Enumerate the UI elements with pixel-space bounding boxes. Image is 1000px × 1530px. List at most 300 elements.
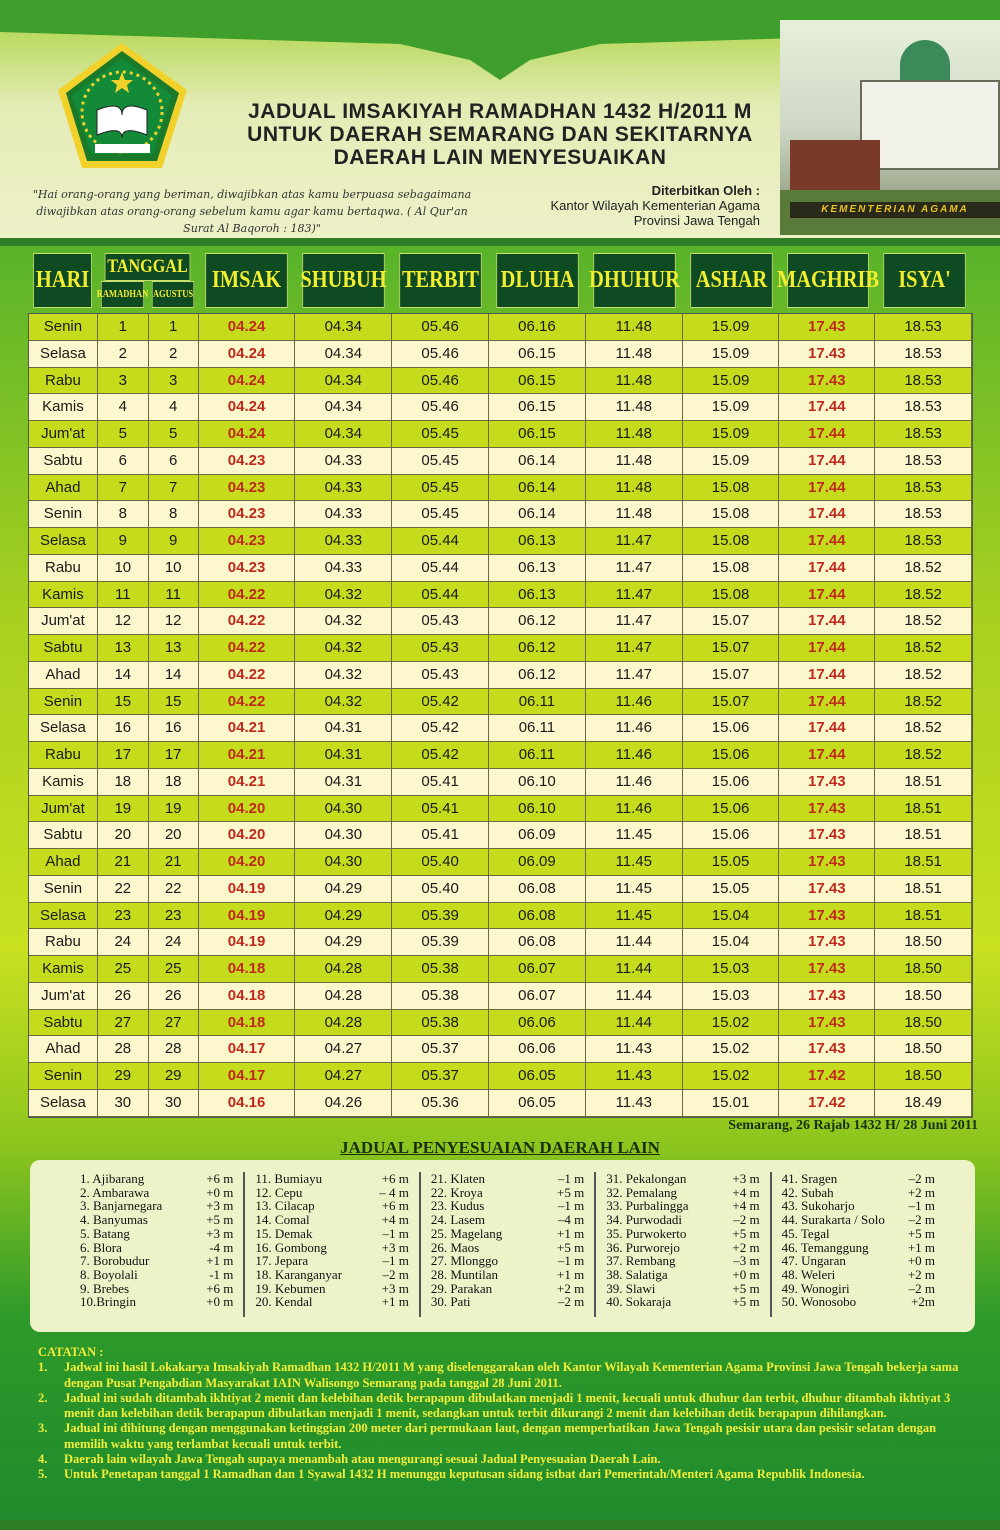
adjustment-offset: –2 m [908, 1212, 936, 1228]
cell-imsak: 04.22 [199, 662, 296, 689]
cell-imsak: 04.20 [199, 822, 296, 849]
adjustment-offset: +2 m [732, 1239, 760, 1255]
cell-shubuh: 04.32 [295, 582, 392, 609]
cell-dluha: 06.07 [489, 983, 586, 1010]
cell-hari: Ahad [29, 475, 98, 502]
cell-agustus: 28 [149, 1036, 199, 1063]
adjustment-title: JADUAL PENYESUAIAN DAERAH LAIN [340, 1138, 660, 1157]
cell-agustus: 15 [149, 689, 199, 716]
adjustment-region: 39. Slawi [606, 1280, 656, 1296]
adjustment-region: 36. Purworejo [606, 1239, 680, 1255]
title-line-2: UNTUK DAERAH SEMARANG DAN SEKITARNYA [247, 123, 753, 146]
adjustment-offset: +3 m [381, 1239, 409, 1255]
adjustment-table [30, 1160, 975, 1332]
adjustment-offset: –4 m [557, 1212, 585, 1228]
cell-dhuhur: 11.47 [586, 528, 683, 555]
cell-agustus: 2 [149, 341, 199, 368]
note-number: 3. [38, 1421, 48, 1436]
cell-imsak: 04.22 [199, 582, 296, 609]
adjustment-offset: -4 m [209, 1239, 234, 1255]
cell-ramadhan: 25 [98, 956, 149, 983]
adjustment-offset: –2 m [908, 1171, 936, 1186]
cell-hari: Selasa [29, 903, 98, 930]
adjustment-offset: –1 m [557, 1171, 585, 1186]
table-body [28, 313, 973, 1118]
cell-maghrib: 17.43 [779, 983, 875, 1010]
cell-hari: Ahad [29, 1036, 98, 1063]
cell-ashar: 15.04 [683, 929, 780, 956]
table-row [29, 635, 972, 662]
cell-dluha: 06.14 [489, 475, 586, 502]
cell-imsak: 04.22 [199, 608, 296, 635]
adjustment-offset: +0 m [206, 1184, 234, 1200]
table-row [29, 1063, 972, 1090]
adjustment-offset: –1 m [557, 1253, 585, 1269]
cell-hari: Ahad [29, 849, 98, 876]
cell-imsak: 04.24 [199, 394, 296, 421]
cell-imsak: 04.22 [199, 689, 296, 716]
adjustment-item [782, 1172, 935, 1186]
adjustment-item [255, 1241, 408, 1255]
cell-agustus: 12 [149, 608, 199, 635]
cell-maghrib: 17.43 [779, 849, 875, 876]
cell-ramadhan: 12 [98, 608, 149, 635]
table-row [29, 983, 972, 1010]
cell-hari: Senin [29, 501, 98, 528]
cell-agustus: 19 [149, 796, 199, 823]
adjustment-region: 35. Purwokerto [606, 1225, 687, 1241]
adjustment-item [782, 1186, 935, 1200]
cell-agustus: 1 [149, 314, 199, 341]
cell-agustus: 3 [149, 368, 199, 395]
cell-ashar: 15.02 [683, 1063, 780, 1090]
cell-shubuh: 04.28 [295, 956, 392, 983]
table-row [29, 314, 972, 341]
adjustment-offset: –2 m [382, 1266, 409, 1282]
cell-isya: 18.53 [875, 475, 972, 502]
cell-imsak: 04.23 [199, 448, 296, 475]
cell-ashar: 15.07 [683, 662, 780, 689]
cell-isya: 18.50 [875, 956, 972, 983]
cell-imsak: 04.23 [199, 501, 296, 528]
cell-imsak: 04.22 [199, 635, 296, 662]
cell-dluha: 06.13 [489, 582, 586, 609]
adjustment-item [782, 1213, 935, 1227]
cell-maghrib: 17.44 [779, 715, 875, 742]
adjustment-offset: –1 m [557, 1198, 585, 1214]
cell-ashar: 15.09 [683, 394, 780, 421]
cell-dhuhur: 11.48 [586, 448, 683, 475]
cell-imsak: 04.19 [199, 929, 296, 956]
cell-isya: 18.53 [875, 501, 972, 528]
publisher-block [520, 183, 760, 228]
cell-terbit: 05.39 [392, 929, 489, 956]
adjustment-item [606, 1199, 759, 1213]
cell-agustus: 17 [149, 742, 199, 769]
cell-terbit: 05.45 [392, 475, 489, 502]
cell-imsak: 04.21 [199, 742, 296, 769]
adjustment-region: 23. Kudus [430, 1198, 485, 1214]
cell-isya: 18.53 [875, 394, 972, 421]
adjustment-region: 30. Pati [430, 1294, 471, 1310]
cell-maghrib: 17.44 [779, 475, 875, 502]
table-row [29, 421, 972, 448]
adjustment-region: 14. Comal [255, 1212, 310, 1228]
note-text: Untuk Penetapan tanggal 1 Ramadhan dan 1 Syawal 1432 H menunggu keputusan sidang istbat dari Pemerintah/Menteri Agama Republik Indonesia. [64, 1467, 865, 1482]
adjustment-item [80, 1268, 233, 1282]
cell-shubuh: 04.33 [295, 528, 392, 555]
cell-ashar: 15.06 [683, 769, 780, 796]
cell-imsak: 04.23 [199, 555, 296, 582]
cell-terbit: 05.43 [392, 608, 489, 635]
cell-maghrib: 17.43 [779, 956, 875, 983]
cell-dluha: 06.12 [489, 635, 586, 662]
adjustment-offset: –3 m [733, 1253, 760, 1269]
adjustment-region: 7. Borobudur [80, 1253, 150, 1269]
kementerian-agama-logo-icon [55, 40, 190, 175]
cell-ashar: 15.05 [683, 849, 780, 876]
cell-shubuh: 04.30 [295, 796, 392, 823]
adjustment-item [80, 1254, 233, 1268]
cell-dhuhur: 11.44 [586, 1010, 683, 1037]
cell-ramadhan: 19 [98, 796, 149, 823]
cell-dluha: 06.06 [489, 1036, 586, 1063]
cell-ashar: 15.02 [683, 1010, 780, 1037]
adjustment-region: 32. Pemalang [606, 1184, 677, 1200]
cell-dhuhur: 11.44 [586, 929, 683, 956]
cell-isya: 18.53 [875, 528, 972, 555]
adjustment-item [606, 1227, 759, 1241]
cell-agustus: 23 [149, 903, 199, 930]
cell-isya: 18.50 [875, 1036, 972, 1063]
title-line-1: JADUAL IMSAKIYAH RAMADHAN 1432 H/2011 M [248, 100, 752, 123]
cell-maghrib: 17.44 [779, 555, 875, 582]
cell-imsak: 04.20 [199, 796, 296, 823]
cell-dhuhur: 11.45 [586, 903, 683, 930]
adjustment-offset: –2 m [557, 1294, 585, 1310]
cell-isya: 18.51 [875, 903, 972, 930]
table-row [29, 368, 972, 395]
adjustment-offset: +4 m [732, 1198, 760, 1214]
adjustment-offset: +6 m [206, 1171, 234, 1186]
adjustment-region: 50. Wonosobo [781, 1294, 857, 1310]
adjustment-item [782, 1199, 935, 1213]
adjustment-item [80, 1213, 233, 1227]
imsakiyah-table [28, 253, 973, 1111]
adjustment-offset: +2m [911, 1294, 936, 1310]
note-item [38, 1421, 968, 1452]
adjustment-offset: -1 m [209, 1266, 234, 1282]
cell-hari: Kamis [29, 769, 98, 796]
adjustment-item [80, 1172, 233, 1186]
adjustment-region: 12. Cepu [255, 1184, 303, 1200]
table-row [29, 501, 972, 528]
adjustment-offset: +6 m [206, 1280, 234, 1296]
adjustment-item [431, 1268, 584, 1282]
cell-ramadhan: 27 [98, 1010, 149, 1037]
adjustment-offset: +1 m [206, 1253, 234, 1269]
cell-dhuhur: 11.45 [586, 849, 683, 876]
adjustment-region: 43. Sukoharjo [781, 1198, 855, 1214]
adjustment-region: 4. Banyumas [80, 1212, 148, 1228]
cell-dluha: 06.12 [489, 608, 586, 635]
cell-ramadhan: 22 [98, 876, 149, 903]
cell-dhuhur: 11.44 [586, 983, 683, 1010]
cell-isya: 18.53 [875, 368, 972, 395]
table-row [29, 796, 972, 823]
adjustment-item [255, 1172, 408, 1186]
cell-ramadhan: 18 [98, 769, 149, 796]
issue-date: Semarang, 26 Rajab 1432 H/ 28 Juni 2011 [728, 1118, 978, 1133]
note-number: 2. [38, 1390, 48, 1405]
adjustment-region: 2. Ambarawa [80, 1184, 150, 1200]
cell-dluha: 06.06 [489, 1010, 586, 1037]
adjustment-item [255, 1282, 408, 1296]
cell-imsak: 04.23 [199, 528, 296, 555]
adjustment-region: 11. Bumiayu [255, 1171, 323, 1186]
note-text: Daerah lain wilayah Jawa Tengah supaya menambah atau mengurangi sesuai Jadual Penyesuaian Daerah Lain. [64, 1452, 661, 1467]
cell-terbit: 05.44 [392, 582, 489, 609]
cell-imsak: 04.18 [199, 956, 296, 983]
cell-dluha: 06.11 [489, 689, 586, 716]
adjustment-offset: +1 m [381, 1294, 409, 1310]
cell-ashar: 15.08 [683, 501, 780, 528]
cell-hari: Selasa [29, 528, 98, 555]
adjustment-region: 6. Blora [80, 1239, 122, 1255]
cell-dhuhur: 11.48 [586, 501, 683, 528]
cell-shubuh: 04.33 [295, 448, 392, 475]
adjustment-region: 1. Ajibarang [80, 1171, 145, 1186]
adjustment-offset: – 4 m [379, 1184, 409, 1200]
cell-hari: Selasa [29, 1090, 98, 1117]
cell-maghrib: 17.43 [779, 1036, 875, 1063]
adjustment-offset: –1 m [382, 1225, 409, 1241]
cell-isya: 18.50 [875, 1063, 972, 1090]
cell-dhuhur: 11.43 [586, 1063, 683, 1090]
adjustment-item [255, 1254, 408, 1268]
adjustment-item [782, 1268, 935, 1282]
cell-isya: 18.53 [875, 341, 972, 368]
adjustment-column [70, 1172, 245, 1317]
adjustment-column [245, 1172, 420, 1317]
adjustment-region: 49. Wonogiri [781, 1280, 850, 1296]
cell-imsak: 04.16 [199, 1090, 296, 1117]
adjustment-item [782, 1282, 935, 1296]
cell-isya: 18.52 [875, 689, 972, 716]
cell-maghrib: 17.43 [779, 769, 875, 796]
cell-dluha: 06.14 [489, 501, 586, 528]
table-row [29, 689, 972, 716]
cell-shubuh: 04.27 [295, 1036, 392, 1063]
adjustment-offset: +5 m [557, 1184, 585, 1200]
cell-isya: 18.50 [875, 929, 972, 956]
cell-isya: 18.53 [875, 448, 972, 475]
table-row [29, 608, 972, 635]
quran-quote: "Hai orang-orang yang beriman, diwajibkan atas kamu berpuasa sebagaimana diwajibkan atas orang-orang sebelum kamu agar kamu bertaqwa. ( Al Qur'an Surat Al Baqoroh : 183)" [32, 188, 472, 235]
cell-isya: 18.52 [875, 662, 972, 689]
cell-terbit: 05.36 [392, 1090, 489, 1117]
cell-terbit: 05.45 [392, 421, 489, 448]
adjustment-item [606, 1213, 759, 1227]
adjustment-item [80, 1295, 233, 1309]
adjustment-offset: +3 m [206, 1198, 234, 1214]
cell-ramadhan: 8 [98, 501, 149, 528]
notes-section [38, 1345, 968, 1483]
cell-shubuh: 04.28 [295, 1010, 392, 1037]
table-row [29, 715, 972, 742]
cell-isya: 18.51 [875, 769, 972, 796]
publisher-province: Provinsi Jawa Tengah [633, 213, 760, 228]
cell-imsak: 04.24 [199, 314, 296, 341]
cell-maghrib: 17.44 [779, 689, 875, 716]
cell-dluha: 06.05 [489, 1090, 586, 1117]
cell-maghrib: 17.44 [779, 582, 875, 609]
adjustment-item [782, 1241, 935, 1255]
cell-terbit: 05.42 [392, 715, 489, 742]
cell-agustus: 27 [149, 1010, 199, 1037]
cell-agustus: 18 [149, 769, 199, 796]
publisher-office: Kantor Wilayah Kementerian Agama [550, 198, 760, 213]
cell-hari: Senin [29, 876, 98, 903]
adjustment-region: 44. Surakarta / Solo [781, 1212, 885, 1228]
adjustment-offset: +5 m [907, 1225, 936, 1241]
cell-ashar: 15.03 [683, 983, 780, 1010]
adjustment-item [606, 1282, 759, 1296]
adjustment-region: 40. Sokaraja [606, 1294, 672, 1310]
table-row [29, 876, 972, 903]
cell-ramadhan: 20 [98, 822, 149, 849]
cell-maghrib: 17.43 [779, 368, 875, 395]
footer-band [0, 1520, 1000, 1530]
publisher-label: Diterbitkan Oleh : [651, 183, 760, 198]
cell-isya: 18.52 [875, 555, 972, 582]
adjustment-region: 10.Bringin [80, 1294, 136, 1310]
table-row [29, 582, 972, 609]
cell-terbit: 05.44 [392, 555, 489, 582]
adjustment-offset: +3 m [206, 1225, 234, 1241]
cell-imsak: 04.24 [199, 421, 296, 448]
cell-hari: Kamis [29, 582, 98, 609]
adjustment-column [596, 1172, 771, 1317]
cell-dhuhur: 11.48 [586, 394, 683, 421]
adjustment-region: 13. Cilacap [255, 1198, 315, 1214]
adjustment-item [431, 1254, 584, 1268]
cell-hari: Sabtu [29, 822, 98, 849]
adjustment-offset: +2 m [907, 1184, 936, 1200]
cell-hari: Ahad [29, 662, 98, 689]
adjustment-item [255, 1213, 408, 1227]
cell-ramadhan: 17 [98, 742, 149, 769]
cell-ashar: 15.01 [683, 1090, 780, 1117]
adjustment-offset: +3 m [381, 1280, 409, 1296]
cell-dhuhur: 11.47 [586, 608, 683, 635]
cell-agustus: 14 [149, 662, 199, 689]
adjustment-region: 8. Boyolali [80, 1266, 138, 1282]
cell-shubuh: 04.34 [295, 421, 392, 448]
cell-isya: 18.53 [875, 314, 972, 341]
cell-ramadhan: 11 [98, 582, 149, 609]
adjustment-region: 37. Rembang [606, 1253, 676, 1269]
cell-shubuh: 04.30 [295, 822, 392, 849]
adjustment-region: 17. Jepara [255, 1253, 309, 1269]
note-text: Jadwal ini hasil Lokakarya Imsakiyah Ramadhan 1432 H/2011 M yang diselenggarakan oleh Kantor Wilayah Kementerian Agama Provinsi Jawa Tengah bekerja sama dengan Pusat Pengabdian Masyarakat IAIN Walisongo Semarang pada tanggal 28 Juni 2011. [64, 1360, 959, 1390]
adjustment-offset: –2 m [908, 1280, 936, 1296]
table-row [29, 769, 972, 796]
cell-hari: Rabu [29, 742, 98, 769]
table-row [29, 448, 972, 475]
cell-hari: Rabu [29, 929, 98, 956]
col-imsak: IMSAK [205, 253, 287, 308]
cell-ramadhan: 16 [98, 715, 149, 742]
adjustment-offset: –1 m [382, 1253, 409, 1269]
adjustment-item [80, 1227, 233, 1241]
cell-terbit: 05.41 [392, 769, 489, 796]
cell-ramadhan: 29 [98, 1063, 149, 1090]
cell-ashar: 15.06 [683, 715, 780, 742]
cell-ashar: 15.06 [683, 822, 780, 849]
adjustment-region: 9. Brebes [80, 1280, 130, 1296]
adjustment-region: 29. Parakan [430, 1280, 493, 1296]
adjustment-item [431, 1186, 584, 1200]
adjustment-region: 33. Purbalingga [606, 1198, 689, 1214]
cell-ashar: 15.09 [683, 314, 780, 341]
adjustment-offset: +2 m [907, 1266, 936, 1282]
note-item [38, 1452, 968, 1467]
cell-ashar: 15.09 [683, 421, 780, 448]
table-row [29, 394, 972, 421]
adjustment-offset: +1 m [907, 1239, 936, 1255]
cell-agustus: 24 [149, 929, 199, 956]
adjustment-region: 38. Salatiga [606, 1266, 668, 1282]
col-ashar: ASHAR [690, 253, 772, 308]
table-row [29, 341, 972, 368]
cell-dhuhur: 11.47 [586, 635, 683, 662]
cell-imsak: 04.18 [199, 1010, 296, 1037]
cell-agustus: 11 [149, 582, 199, 609]
adjustment-offset: +5 m [206, 1212, 234, 1228]
adjustment-item [782, 1295, 935, 1309]
cell-hari: Sabtu [29, 635, 98, 662]
cell-dhuhur: 11.46 [586, 742, 683, 769]
adjustment-item [606, 1186, 759, 1200]
cell-hari: Jum'at [29, 421, 98, 448]
cell-maghrib: 17.44 [779, 662, 875, 689]
cell-isya: 18.53 [875, 421, 972, 448]
cell-ramadhan: 23 [98, 903, 149, 930]
col-dluha: DLUHA [496, 253, 578, 308]
cell-hari: Senin [29, 314, 98, 341]
cell-imsak: 04.23 [199, 475, 296, 502]
adjustment-item [606, 1172, 759, 1186]
cell-hari: Jum'at [29, 608, 98, 635]
adjustment-offset: +0 m [907, 1253, 936, 1269]
cell-ramadhan: 30 [98, 1090, 149, 1117]
cell-terbit: 05.42 [392, 742, 489, 769]
adjustment-region: 46. Temanggung [781, 1239, 869, 1255]
cell-ramadhan: 15 [98, 689, 149, 716]
cell-ramadhan: 14 [98, 662, 149, 689]
cell-hari: Senin [29, 689, 98, 716]
adjustment-region: 47. Ungaran [781, 1253, 846, 1269]
cell-dluha: 06.10 [489, 769, 586, 796]
cell-maghrib: 17.43 [779, 822, 875, 849]
cell-dhuhur: 11.48 [586, 368, 683, 395]
adjustment-region: 25. Magelang [430, 1225, 503, 1241]
table-row [29, 555, 972, 582]
cell-dhuhur: 11.47 [586, 582, 683, 609]
adjustment-item [606, 1254, 759, 1268]
cell-hari: Jum'at [29, 796, 98, 823]
